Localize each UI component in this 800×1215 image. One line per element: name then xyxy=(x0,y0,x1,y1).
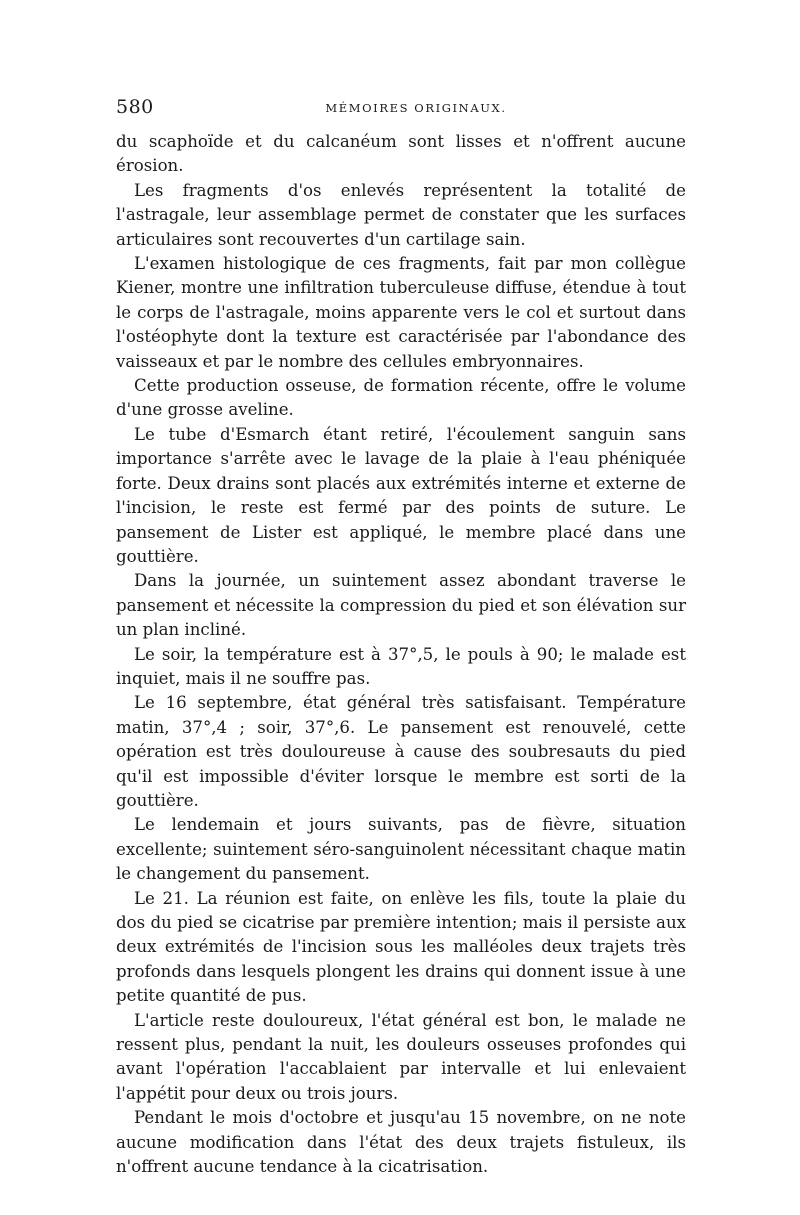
paragraph-6: Dans la journée, un suintement assez abondant traverse le pansement et nécessite la compression du pied et son élévation sur un plan incliné. xyxy=(116,571,686,640)
paragraph-11: L'article reste douloureux, l'état général est bon, le malade ne ressent plus, pendant la nuit, les douleurs osseuses profondes qui avant l'opération l'accablaient par intervalle et lui enlevaient l'appétit pour deux ou trois jours. xyxy=(116,1010,686,1103)
paragraph-1: du scaphoïde et du calcanéum sont lisses et n'offrent aucune érosion. xyxy=(116,132,686,176)
running-title: MÉMOIRES ORIGINAUX. xyxy=(325,101,507,115)
book-page xyxy=(116,96,686,1179)
paragraph-9: Le lendemain et jours suivants, pas de fièvre, situation excellente; suintement séro-sanguinolent nécessitant chaque matin le changement du pansement. xyxy=(116,815,686,884)
paragraph-2: Les fragments d'os enlevés représentent la totalité de l'astragale, leur assemblage permet de constater que les surfaces articulaires sont recouvertes d'un cartilage sain. xyxy=(116,180,686,249)
paragraph-8: Le 16 septembre, état général très satisfaisant. Température matin, 37°,4 ; soir, 37°,6. Le pansement est renouvelé, cette opération est très douloureuse à cause des soubresauts du pied qu'il est impossible d'éviter lorsque le membre est sorti de la gouttière. xyxy=(116,693,686,810)
paragraph-3: L'examen histologique de ces fragments, fait par mon collègue Kiener, montre une infiltration tuberculeuse diffuse, étendue à tout le corps de l'astragale, moins apparente vers le col et surtout dans l'ostéophyte dont la texture est caractérisée par l'abondance des vaisseaux et par le nombre des cellules embryonnaires. xyxy=(116,254,686,371)
page-number: 580 xyxy=(116,96,154,118)
paragraph-12: Pendant le mois d'octobre et jusqu'au 15 novembre, on ne note aucune modification dans l'état des deux trajets fistuleux, ils n'offrent aucune tendance à la cicatrisation. xyxy=(116,1108,686,1177)
paragraph-10: Le 21. La réunion est faite, on enlève les fils, toute la plaie du dos du pied se cicatrise par première intention; mais il persiste aux deux extrémités de l'incision sous les malléoles deux trajets très profonds dans lesquels plongent les drains qui donnent issue à une petite quantité de pus. xyxy=(116,888,686,1006)
paragraph-4: Cette production osseuse, de formation récente, offre le volume d'une grosse aveline. xyxy=(116,376,686,420)
paragraph-7: Le soir, la température est à 37°,5, le pouls à 90; le malade est inquiet, mais il ne souffre pas. xyxy=(116,644,686,688)
paragraph-5: Le tube d'Esmarch étant retiré, l'écoulement sanguin sans importance s'arrête avec le lavage de la plaie à l'eau phéniquée forte. Deux drains sont placés aux extrémités interne et externe de l'incision, le reste est fermé par des points de suture. Le pansement de Lister est appliqué, le membre placé dans une gouttière. xyxy=(116,424,686,566)
page-header xyxy=(116,96,686,124)
